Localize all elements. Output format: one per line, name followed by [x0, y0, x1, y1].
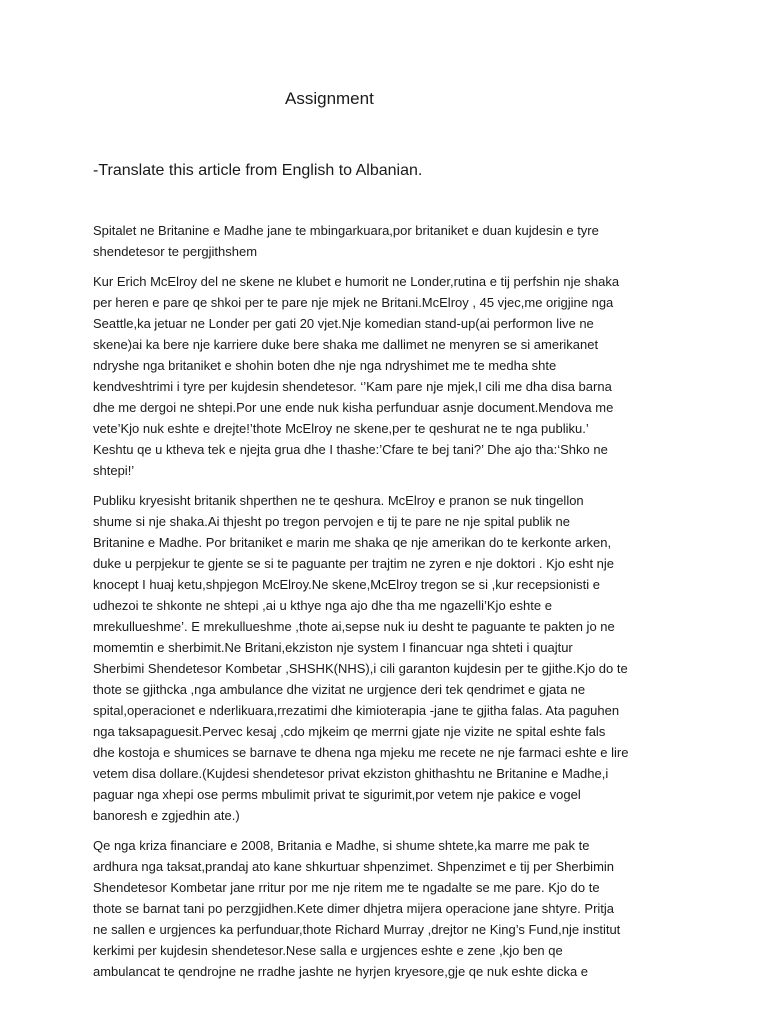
paragraph-line: shtepi!’ [93, 463, 135, 478]
paragraph-line: dhe me dergoi ne shtepi.Por une ende nuk kisha perfunduar asnje document.Mendova me [93, 400, 614, 415]
paragraph-line: ndryshe nga britaniket e shohin boten dhe nje nga ndryshimet me te medha shte [93, 358, 557, 373]
paragraph-line: paguar nga xhepi ose perms mbulimit privat te sigurimit,por vetem nje pakice e vogel [93, 787, 581, 802]
paragraph-line: udhezoi te shkonte ne shtepi ,ai u kthye nga ajo dhe tha me ngazelli’Kjo eshte e [93, 598, 552, 613]
paragraph-line: mrekullueshme’. E mrekullueshme ,thote ai,sepse nuk iu desht te paguante te pakten jo ne [93, 619, 615, 634]
paragraph-line: thote se barnat tani po perzgjidhen.Kete dimer dhjetra mijera operacione jane shtyre. Pritja [93, 901, 615, 916]
paragraph-line: Britanine e Madhe. Por britaniket e marin me shaka qe nje amerikan do te kerkonte arken, [93, 535, 612, 550]
article-paragraph [93, 220, 693, 262]
paragraph-line: dhe kostoja e shumices se barnave te dhena nga mjeku me recete ne nje farmaci eshte e lire [93, 745, 629, 760]
paragraph-line: Spitalet ne Britanine e Madhe jane te mbingarkuara,por britaniket e duan kujdesin e tyre [93, 223, 599, 238]
paragraph-line: skene)ai ka bere nje karriere duke bere shaka me dallimet ne menyren se si amerikanet [93, 337, 599, 352]
paragraph-line: ambulancat te qendrojne ne rradhe jashte ne hyrjen kryesore,gje qe nuk eshte dicka e [93, 964, 589, 979]
article-paragraph [93, 490, 693, 826]
document-title: Assignment [285, 89, 374, 108]
paragraph-line: Qe nga kriza financiare e 2008, Britania e Madhe, si shume shtete,ka marre me pak te [93, 838, 590, 853]
paragraph-line: Seattle,ka jetuar ne Londer per gati 20 vjet.Nje komedian stand-up(ai performon live ne [93, 316, 594, 331]
paragraph-line: Kur Erich McElroy del ne skene ne klubet e humorit ne Londer,rutina e tij perfshin nje shaka [93, 274, 620, 289]
article-body [93, 220, 693, 991]
paragraph-line: vete’Kjo nuk eshte e drejte!’thote McElroy ne skene,per te qeshurat ne te nga publiku.’ [93, 421, 589, 436]
paragraph-line: momemtin e sherbimit.Ne Britani,ekziston nje system I financuar nga shteti i quajtur [93, 640, 573, 655]
paragraph-line: per heren e pare qe shkoi per te pare nje mjek ne Britani.McElroy , 45 vjec,me origjine nga [93, 295, 614, 310]
paragraph-line: Keshtu qe u ktheva tek e njejta grua dhe I thashe:’Cfare te bej tani?’ Dhe ajo tha:‘Shko ne [93, 442, 608, 457]
paragraph-line: ardhura nga taksat,prandaj ato kane shkurtuar shpenzimet. Shpenzimet e tij per Sherbimin [93, 859, 615, 874]
paragraph-line: Shendetesor Kombetar jane rritur por me nje ritem me te ngadalte se me pare. Kjo do te [93, 880, 600, 895]
paragraph-line: Publiku kryesisht britanik shperthen ne te qeshura. McElroy e pranon se nuk tingellon [93, 493, 584, 508]
paragraph-line: banoresh e zgjedhin ate.) [93, 808, 240, 823]
paragraph-line: spital,operacionet e nderlikuara,rrezatimi dhe kimioterapia -jane te gjitha falas. Ata paguhen [93, 703, 620, 718]
paragraph-line: kendveshtrimi i tyre per kujdesin shendetesor. ‘’Kam pare nje mjek,I cili me dha disa barna [93, 379, 612, 394]
article-paragraph [93, 835, 693, 982]
instruction-text: -Translate this article from English to Albanian. [93, 162, 423, 179]
article-paragraph [93, 271, 693, 481]
paragraph-line: duke u perpjekur te gjente se si te paguante per trajtim ne zyren e nje doktori . Kjo esht nje [93, 556, 615, 571]
paragraph-line: shendetesor te pergjithshem [93, 244, 258, 259]
paragraph-line: ne sallen e urgjences ka perfunduar,thote Richard Murray ,drejtor ne King’s Fund,nje institut [93, 922, 621, 937]
paragraph-line: vetem disa dollare.(Kujdesi shendetesor privat ekziston ghithashtu ne Britanine e Madhe,i [93, 766, 609, 781]
paragraph-line: nga taksapaguesit.Pervec kesaj ,cdo mjkeim qe merrni gjate nje vizite ne spital eshte fals [93, 724, 606, 739]
paragraph-line: shume si nje shaka.Ai thjesht po tregon pervojen e tij te pare ne nje spital publik ne [93, 514, 570, 529]
paragraph-line: thote se gjithcka ,nga ambulance dhe vizitat ne urgjence deri tek qendrimet e gjata ne [93, 682, 586, 697]
paragraph-line: Sherbimi Shendetesor Kombetar ,SHSHK(NHS),i cili garanton kujdesin per te gjithe.Kjo do te [93, 661, 628, 676]
paragraph-line: knocept I huaj ketu,shpjegon McElroy.Ne skene,McElroy tregon se si ,kur recepsionisti e [93, 577, 600, 592]
paragraph-line: kerkimi per kujdesin shendetesor.Nese salla e urgjences eshte e zene ,kjo ben qe [93, 943, 563, 958]
